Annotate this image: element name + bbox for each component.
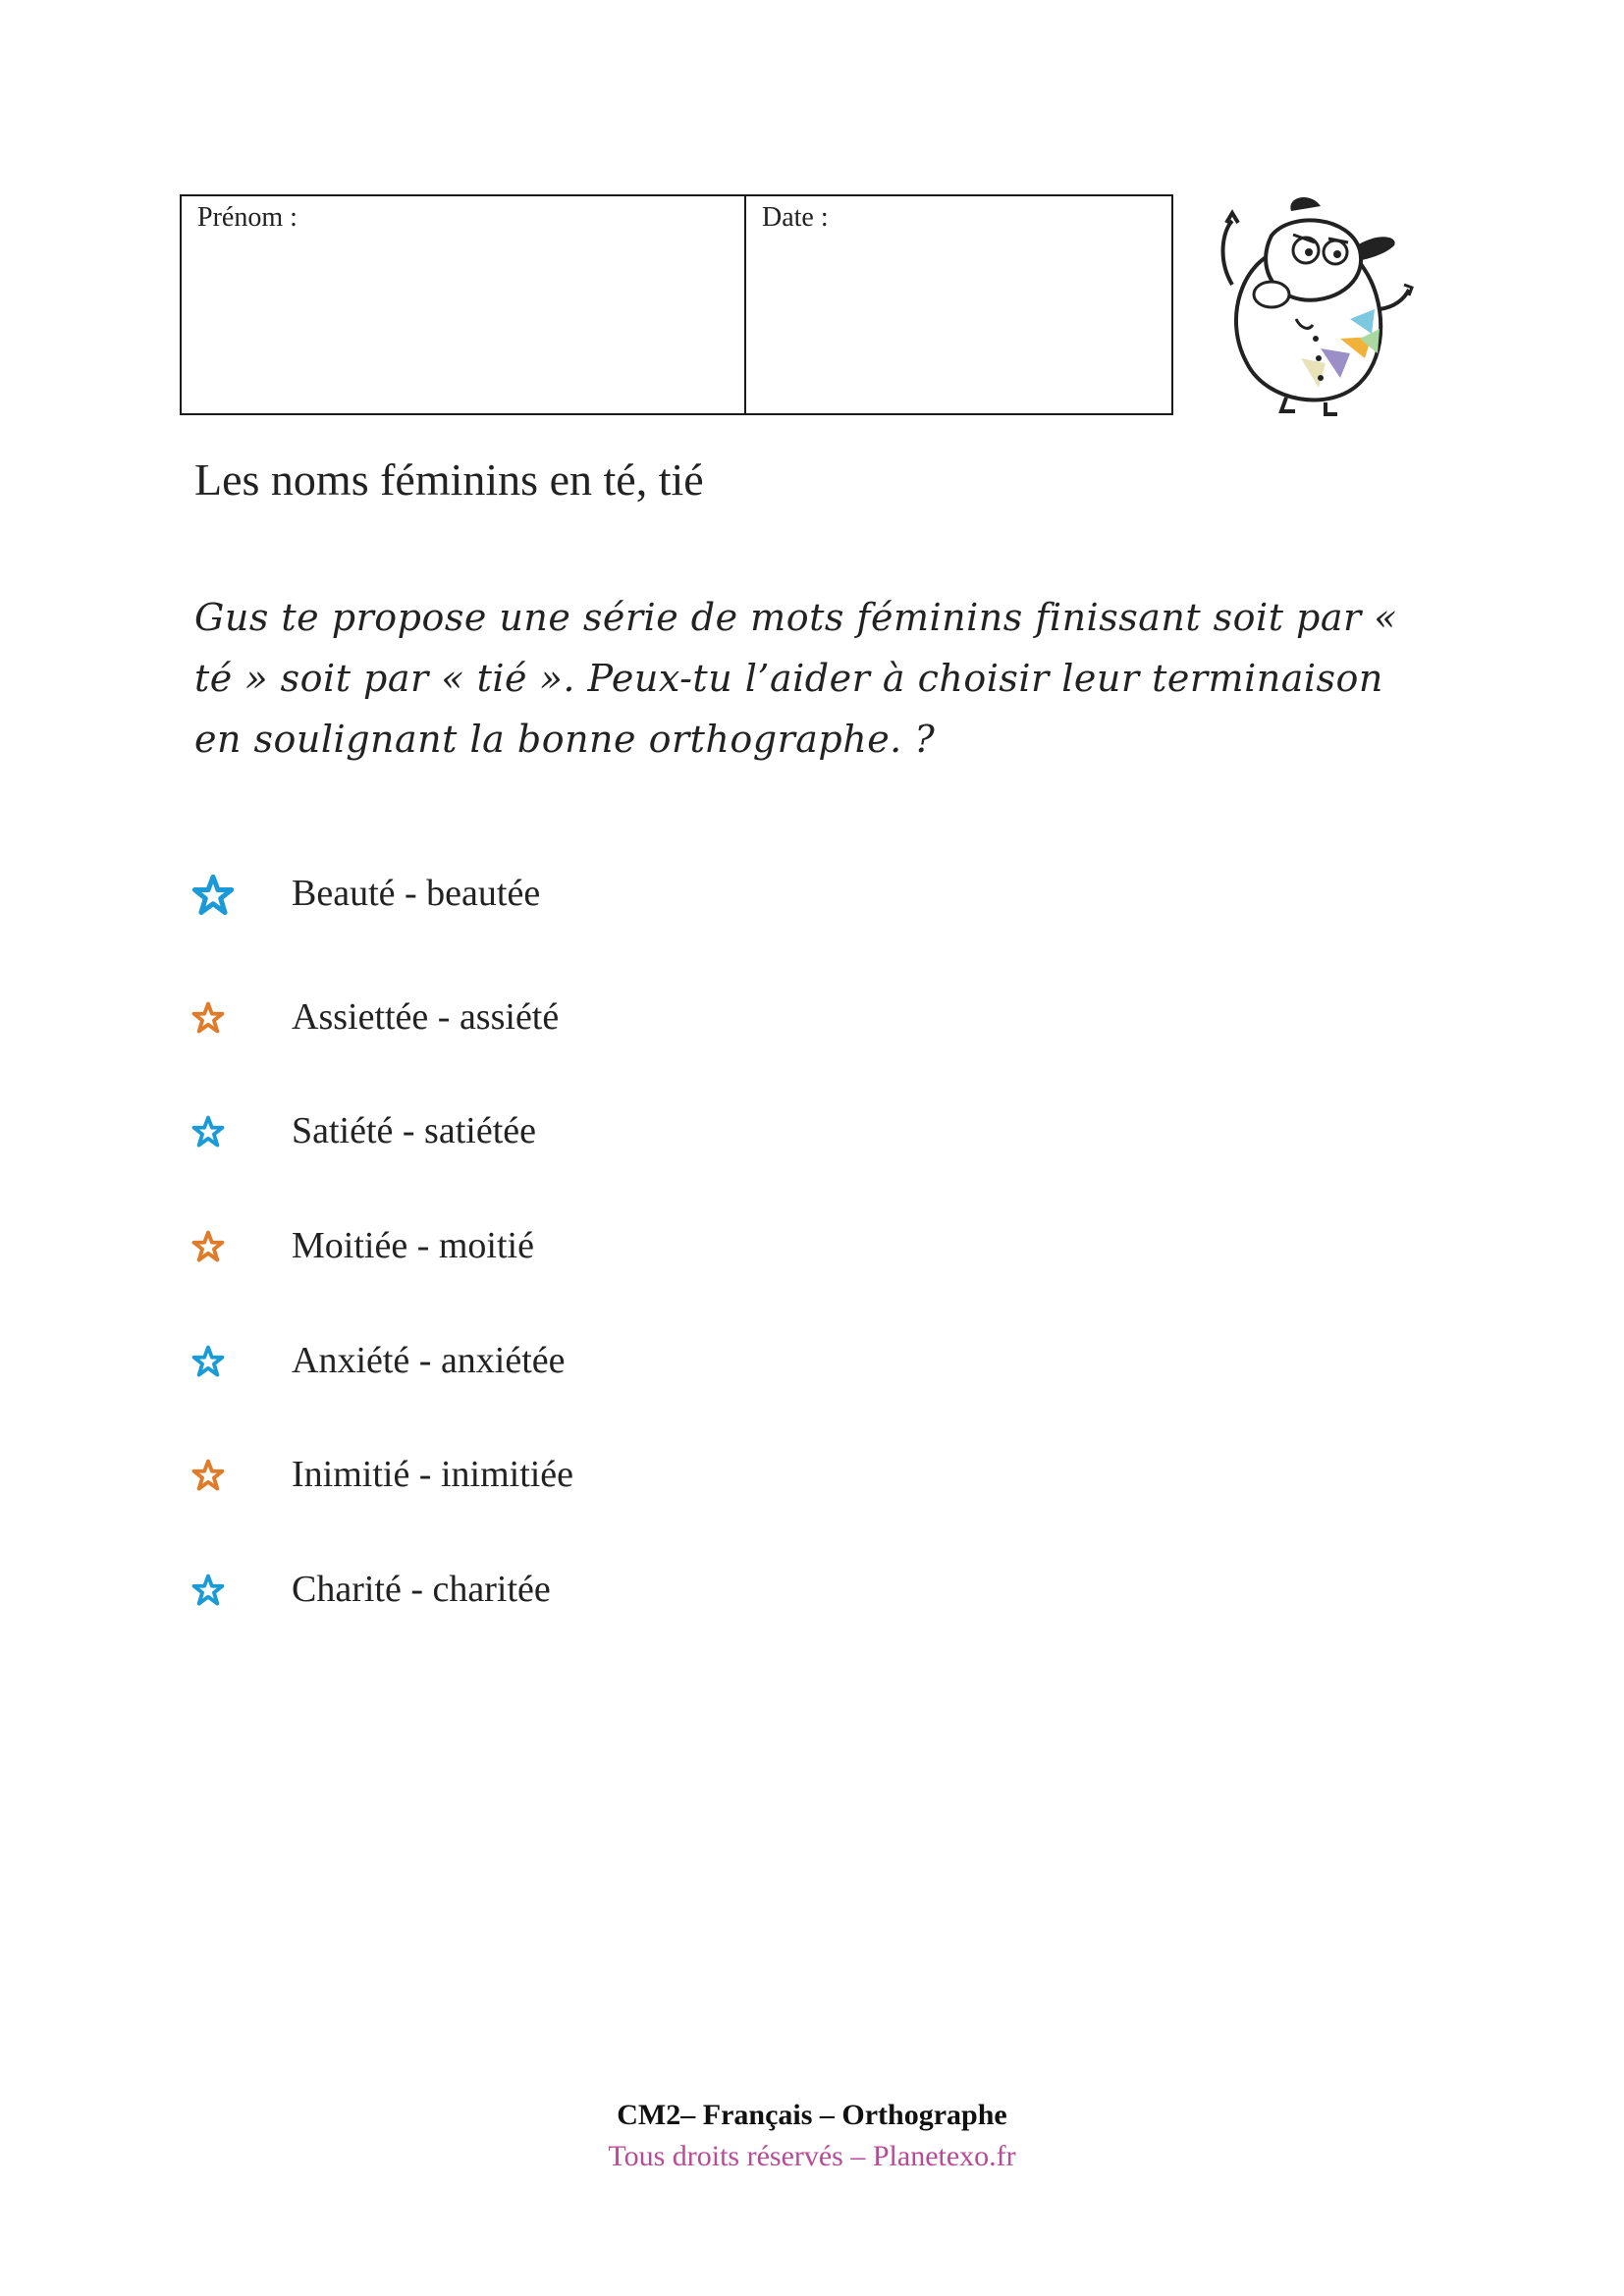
word-pair: Beauté - beautée bbox=[292, 873, 541, 914]
star-icon bbox=[191, 874, 235, 917]
word-pair: Assiettée - assiété bbox=[292, 996, 560, 1038]
star-icon bbox=[191, 1574, 225, 1607]
list-item bbox=[191, 1569, 551, 1610]
word-pair: Anxiété - anxiétée bbox=[292, 1340, 566, 1381]
star-icon bbox=[191, 1001, 225, 1035]
footer-rights-link[interactable]: Tous droits réservés – Planetexo.fr bbox=[608, 2140, 1016, 2172]
sheep-mascot-icon bbox=[1203, 191, 1419, 417]
word-pair: Charité - charitée bbox=[292, 1569, 551, 1610]
prenom-label: Prénom : bbox=[197, 202, 298, 233]
star-icon bbox=[191, 1230, 225, 1263]
star-icon bbox=[191, 1115, 225, 1148]
instructions-text: Gus te propose une série de mots féminins finissant soit par « té » soit par « tié ». Peux-tu l’aider à choisir leur terminaison en soulignant la bonne orthographe. ? bbox=[194, 596, 1398, 761]
student-info-table bbox=[180, 194, 1173, 415]
star-icon bbox=[191, 1345, 225, 1378]
page-title: Les noms féminins en té, tié bbox=[194, 454, 704, 505]
word-pair: Inimitié - inimitiée bbox=[292, 1454, 574, 1495]
word-pair: Moitiée - moitié bbox=[292, 1225, 534, 1266]
list-item bbox=[191, 1225, 534, 1266]
footer-subject: CM2– Français – Orthographe bbox=[617, 2099, 1007, 2131]
list-item bbox=[191, 1340, 566, 1381]
list-item bbox=[191, 1454, 574, 1495]
list-item bbox=[191, 996, 560, 1038]
star-icon bbox=[191, 1459, 225, 1492]
date-field[interactable] bbox=[746, 196, 1171, 413]
date-label: Date : bbox=[762, 202, 829, 233]
list-item bbox=[191, 1110, 536, 1151]
prenom-field[interactable] bbox=[182, 196, 746, 413]
list-item bbox=[191, 873, 541, 917]
word-pair: Satiété - satiétée bbox=[292, 1110, 536, 1151]
